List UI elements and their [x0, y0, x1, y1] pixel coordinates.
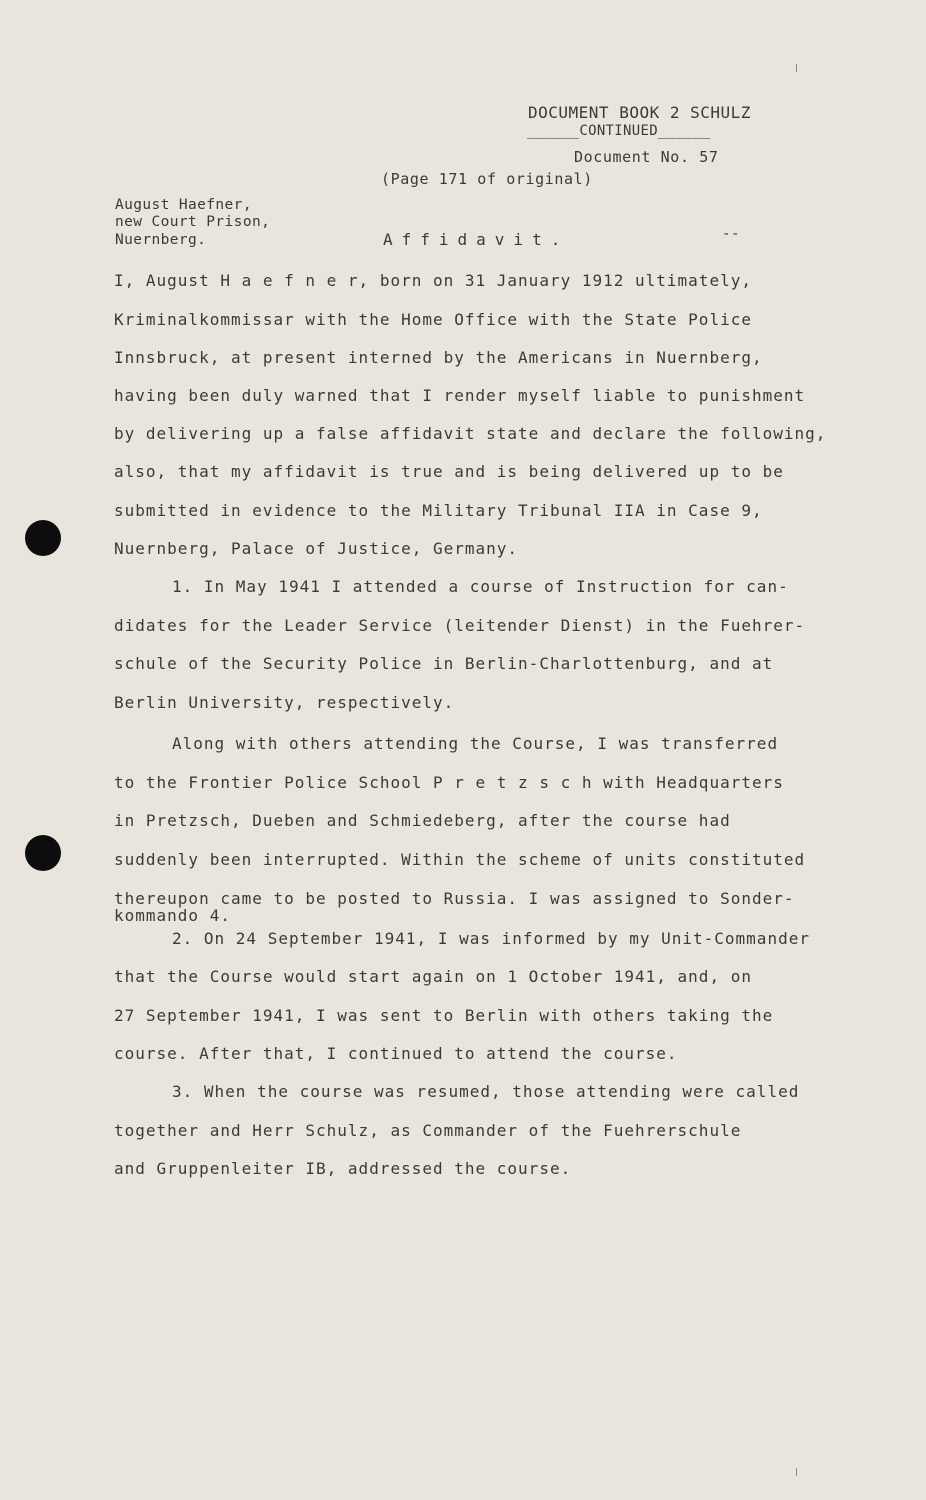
text-line: Kriminalkommissar with the Home Office with the State Police — [114, 310, 752, 329]
address-city: Nuernberg. — [115, 232, 207, 248]
text-line: Berlin University, respectively. — [114, 693, 455, 712]
text-line: 27 September 1941, I was sent to Berlin with others taking the — [114, 1006, 774, 1025]
document-title: Affidavit. — [383, 230, 570, 249]
text-line: suddenly been interrupted. Within the scheme of units constituted — [114, 850, 806, 869]
text-line: 1. In May 1941 I attended a course of Instruction for can- — [172, 577, 789, 596]
continued-label: ______CONTINUED______ — [527, 123, 711, 139]
paper-mark — [796, 64, 797, 72]
text-line: by delivering up a false affidavit state and declare the following, — [114, 424, 827, 443]
address-name: August Haefner, — [115, 197, 252, 213]
text-line: thereupon came to be posted to Russia. I was assigned to Sonder- — [114, 889, 795, 908]
text-line: Innsbruck, at present interned by the Americans in Nuernberg, — [114, 348, 763, 367]
text-line: Nuernberg, Palace of Justice, Germany. — [114, 539, 519, 558]
document-number: Document No. 57 — [574, 148, 719, 166]
text-line: 3. When the course was resumed, those attending were called — [172, 1082, 800, 1101]
margin-dash: -- — [722, 226, 741, 242]
address-place: new Court Prison, — [115, 214, 271, 230]
text-line: kommando 4. — [114, 906, 231, 925]
text-line: Along with others attending the Course, I was transferred — [172, 734, 779, 753]
text-line: also, that my affidavit is true and is being delivered up to be — [114, 462, 784, 481]
text-line: and Gruppenleiter IB, addressed the course. — [114, 1159, 572, 1178]
text-line: together and Herr Schulz, as Commander of the Fuehrerschule — [114, 1121, 742, 1140]
page-reference: (Page 171 of original) — [381, 170, 593, 188]
text-line: 2. On 24 September 1941, I was informed by my Unit-Commander — [172, 929, 810, 948]
text-line: course. After that, I continued to attend the course. — [114, 1044, 678, 1063]
text-line: I, August H a e f n e r, born on 31 January 1912 ultimately, — [114, 271, 752, 290]
text-line: that the Course would start again on 1 October 1941, and, on — [114, 967, 752, 986]
punch-hole — [25, 520, 61, 556]
document-book-heading: DOCUMENT BOOK 2 SCHULZ — [528, 103, 751, 122]
text-line: submitted in evidence to the Military Tribunal IIA in Case 9, — [114, 501, 763, 520]
paper-mark — [796, 1468, 797, 1476]
text-line: having been duly warned that I render myself liable to punishment — [114, 386, 806, 405]
text-line: didates for the Leader Service (leitender Dienst) in the Fuehrer- — [114, 616, 806, 635]
text-line: in Pretzsch, Dueben and Schmiedeberg, after the course had — [114, 811, 731, 830]
text-line: schule of the Security Police in Berlin-Charlottenburg, and at — [114, 654, 774, 673]
punch-hole — [25, 835, 61, 871]
text-line: to the Frontier Police School P r e t z s c h with Headquarters — [114, 773, 784, 792]
